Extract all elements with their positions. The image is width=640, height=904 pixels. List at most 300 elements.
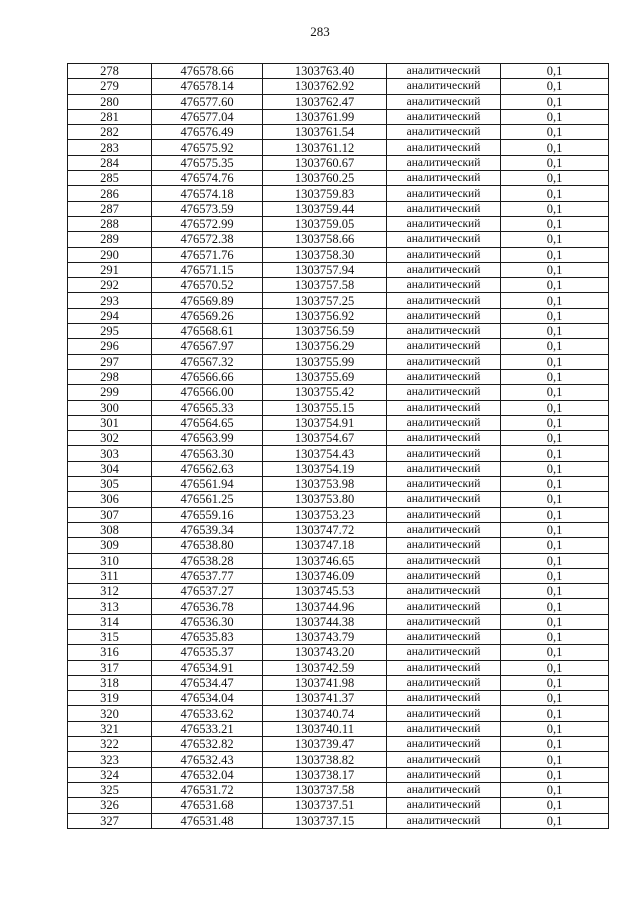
y-coordinate-cell: 1303740.11: [263, 721, 387, 736]
method-cell: аналитический: [387, 171, 501, 186]
accuracy-cell: 0,1: [501, 645, 609, 660]
method-cell: аналитический: [387, 691, 501, 706]
x-coordinate-cell: 476572.99: [152, 216, 263, 231]
accuracy-cell: 0,1: [501, 171, 609, 186]
x-coordinate-cell: 476534.91: [152, 660, 263, 675]
method-cell: аналитический: [387, 201, 501, 216]
accuracy-cell: 0,1: [501, 140, 609, 155]
accuracy-cell: 0,1: [501, 767, 609, 782]
accuracy-cell: 0,1: [501, 660, 609, 675]
table-row: [68, 507, 609, 522]
y-coordinate-cell: 1303737.51: [263, 798, 387, 813]
point-number-cell: 302: [68, 431, 152, 446]
point-number-cell: 300: [68, 400, 152, 415]
x-coordinate-cell: 476533.21: [152, 721, 263, 736]
method-cell: аналитический: [387, 553, 501, 568]
x-coordinate-cell: 476567.97: [152, 339, 263, 354]
point-number-cell: 279: [68, 79, 152, 94]
x-coordinate-cell: 476568.61: [152, 324, 263, 339]
y-coordinate-cell: 1303759.83: [263, 186, 387, 201]
table-row: [68, 721, 609, 736]
table-row: [68, 645, 609, 660]
table-row: [68, 262, 609, 277]
method-cell: аналитический: [387, 339, 501, 354]
x-coordinate-cell: 476571.76: [152, 247, 263, 262]
y-coordinate-cell: 1303743.79: [263, 629, 387, 644]
accuracy-cell: 0,1: [501, 109, 609, 124]
table-row: [68, 385, 609, 400]
method-cell: аналитический: [387, 400, 501, 415]
x-coordinate-cell: 476565.33: [152, 400, 263, 415]
y-coordinate-cell: 1303755.69: [263, 369, 387, 384]
y-coordinate-cell: 1303744.96: [263, 599, 387, 614]
x-coordinate-cell: 476577.04: [152, 109, 263, 124]
x-coordinate-cell: 476569.26: [152, 308, 263, 323]
table-row: [68, 171, 609, 186]
x-coordinate-cell: 476536.78: [152, 599, 263, 614]
x-coordinate-cell: 476538.80: [152, 538, 263, 553]
method-cell: аналитический: [387, 415, 501, 430]
y-coordinate-cell: 1303747.18: [263, 538, 387, 553]
point-number-cell: 325: [68, 782, 152, 797]
x-coordinate-cell: 476564.65: [152, 415, 263, 430]
method-cell: аналитический: [387, 675, 501, 690]
point-number-cell: 285: [68, 171, 152, 186]
y-coordinate-cell: 1303744.38: [263, 614, 387, 629]
method-cell: аналитический: [387, 278, 501, 293]
point-number-cell: 289: [68, 232, 152, 247]
accuracy-cell: 0,1: [501, 415, 609, 430]
y-coordinate-cell: 1303753.80: [263, 492, 387, 507]
point-number-cell: 324: [68, 767, 152, 782]
x-coordinate-cell: 476572.38: [152, 232, 263, 247]
x-coordinate-cell: 476532.82: [152, 737, 263, 752]
table-row: [68, 568, 609, 583]
method-cell: аналитический: [387, 369, 501, 384]
y-coordinate-cell: 1303758.30: [263, 247, 387, 262]
point-number-cell: 278: [68, 64, 152, 79]
table-row: [68, 369, 609, 384]
method-cell: аналитический: [387, 308, 501, 323]
y-coordinate-cell: 1303762.47: [263, 94, 387, 109]
table-row: [68, 477, 609, 492]
accuracy-cell: 0,1: [501, 369, 609, 384]
y-coordinate-cell: 1303747.72: [263, 522, 387, 537]
y-coordinate-cell: 1303745.53: [263, 584, 387, 599]
table-row: [68, 599, 609, 614]
method-cell: аналитический: [387, 216, 501, 231]
accuracy-cell: 0,1: [501, 216, 609, 231]
table-row: [68, 782, 609, 797]
accuracy-cell: 0,1: [501, 308, 609, 323]
y-coordinate-cell: 1303754.67: [263, 431, 387, 446]
table-row: [68, 201, 609, 216]
y-coordinate-cell: 1303753.98: [263, 477, 387, 492]
accuracy-cell: 0,1: [501, 568, 609, 583]
point-number-cell: 283: [68, 140, 152, 155]
table-row: [68, 660, 609, 675]
point-number-cell: 293: [68, 293, 152, 308]
table-row: [68, 614, 609, 629]
table-row: [68, 446, 609, 461]
point-number-cell: 313: [68, 599, 152, 614]
accuracy-cell: 0,1: [501, 186, 609, 201]
point-number-cell: 315: [68, 629, 152, 644]
point-number-cell: 298: [68, 369, 152, 384]
y-coordinate-cell: 1303746.65: [263, 553, 387, 568]
table-row: [68, 691, 609, 706]
y-coordinate-cell: 1303738.82: [263, 752, 387, 767]
y-coordinate-cell: 1303742.59: [263, 660, 387, 675]
y-coordinate-cell: 1303760.25: [263, 171, 387, 186]
table-row: [68, 216, 609, 231]
y-coordinate-cell: 1303737.58: [263, 782, 387, 797]
method-cell: аналитический: [387, 767, 501, 782]
y-coordinate-cell: 1303743.20: [263, 645, 387, 660]
method-cell: аналитический: [387, 599, 501, 614]
y-coordinate-cell: 1303746.09: [263, 568, 387, 583]
point-number-cell: 312: [68, 584, 152, 599]
table-row: [68, 324, 609, 339]
point-number-cell: 291: [68, 262, 152, 277]
point-number-cell: 292: [68, 278, 152, 293]
point-number-cell: 316: [68, 645, 152, 660]
y-coordinate-cell: 1303741.98: [263, 675, 387, 690]
method-cell: аналитический: [387, 798, 501, 813]
x-coordinate-cell: 476534.47: [152, 675, 263, 690]
table-row: [68, 339, 609, 354]
x-coordinate-cell: 476534.04: [152, 691, 263, 706]
accuracy-cell: 0,1: [501, 522, 609, 537]
point-number-cell: 320: [68, 706, 152, 721]
accuracy-cell: 0,1: [501, 201, 609, 216]
accuracy-cell: 0,1: [501, 262, 609, 277]
table-row: [68, 354, 609, 369]
method-cell: аналитический: [387, 262, 501, 277]
table-row: [68, 140, 609, 155]
method-cell: аналитический: [387, 721, 501, 736]
y-coordinate-cell: 1303757.58: [263, 278, 387, 293]
x-coordinate-cell: 476578.14: [152, 79, 263, 94]
point-number-cell: 319: [68, 691, 152, 706]
method-cell: аналитический: [387, 94, 501, 109]
x-coordinate-cell: 476578.66: [152, 64, 263, 79]
table-row: [68, 155, 609, 170]
accuracy-cell: 0,1: [501, 691, 609, 706]
accuracy-cell: 0,1: [501, 125, 609, 140]
accuracy-cell: 0,1: [501, 385, 609, 400]
x-coordinate-cell: 476577.60: [152, 94, 263, 109]
x-coordinate-cell: 476532.04: [152, 767, 263, 782]
x-coordinate-cell: 476531.72: [152, 782, 263, 797]
accuracy-cell: 0,1: [501, 431, 609, 446]
accuracy-cell: 0,1: [501, 492, 609, 507]
method-cell: аналитический: [387, 584, 501, 599]
accuracy-cell: 0,1: [501, 721, 609, 736]
method-cell: аналитический: [387, 140, 501, 155]
method-cell: аналитический: [387, 324, 501, 339]
point-number-cell: 284: [68, 155, 152, 170]
point-number-cell: 326: [68, 798, 152, 813]
coordinates-table-body: [68, 64, 609, 829]
accuracy-cell: 0,1: [501, 675, 609, 690]
table-row: [68, 584, 609, 599]
x-coordinate-cell: 476571.15: [152, 262, 263, 277]
method-cell: аналитический: [387, 614, 501, 629]
accuracy-cell: 0,1: [501, 461, 609, 476]
y-coordinate-cell: 1303762.92: [263, 79, 387, 94]
x-coordinate-cell: 476539.34: [152, 522, 263, 537]
table-row: [68, 629, 609, 644]
point-number-cell: 297: [68, 354, 152, 369]
x-coordinate-cell: 476532.43: [152, 752, 263, 767]
method-cell: аналитический: [387, 629, 501, 644]
point-number-cell: 327: [68, 813, 152, 828]
table-row: [68, 492, 609, 507]
point-number-cell: 310: [68, 553, 152, 568]
method-cell: аналитический: [387, 522, 501, 537]
x-coordinate-cell: 476538.28: [152, 553, 263, 568]
accuracy-cell: 0,1: [501, 614, 609, 629]
y-coordinate-cell: 1303737.15: [263, 813, 387, 828]
table-row: [68, 308, 609, 323]
x-coordinate-cell: 476567.32: [152, 354, 263, 369]
x-coordinate-cell: 476575.92: [152, 140, 263, 155]
y-coordinate-cell: 1303753.23: [263, 507, 387, 522]
method-cell: аналитический: [387, 125, 501, 140]
x-coordinate-cell: 476573.59: [152, 201, 263, 216]
accuracy-cell: 0,1: [501, 553, 609, 568]
method-cell: аналитический: [387, 446, 501, 461]
method-cell: аналитический: [387, 752, 501, 767]
table-row: [68, 415, 609, 430]
point-number-cell: 322: [68, 737, 152, 752]
accuracy-cell: 0,1: [501, 446, 609, 461]
method-cell: аналитический: [387, 109, 501, 124]
y-coordinate-cell: 1303761.12: [263, 140, 387, 155]
point-number-cell: 306: [68, 492, 152, 507]
method-cell: аналитический: [387, 660, 501, 675]
point-number-cell: 299: [68, 385, 152, 400]
point-number-cell: 304: [68, 461, 152, 476]
x-coordinate-cell: 476570.52: [152, 278, 263, 293]
x-coordinate-cell: 476537.27: [152, 584, 263, 599]
method-cell: аналитический: [387, 232, 501, 247]
point-number-cell: 314: [68, 614, 152, 629]
point-number-cell: 287: [68, 201, 152, 216]
y-coordinate-cell: 1303755.99: [263, 354, 387, 369]
method-cell: аналитический: [387, 782, 501, 797]
method-cell: аналитический: [387, 737, 501, 752]
accuracy-cell: 0,1: [501, 782, 609, 797]
x-coordinate-cell: 476533.62: [152, 706, 263, 721]
accuracy-cell: 0,1: [501, 94, 609, 109]
y-coordinate-cell: 1303741.37: [263, 691, 387, 706]
y-coordinate-cell: 1303759.44: [263, 201, 387, 216]
table-row: [68, 400, 609, 415]
point-number-cell: 301: [68, 415, 152, 430]
method-cell: аналитический: [387, 385, 501, 400]
method-cell: аналитический: [387, 64, 501, 79]
x-coordinate-cell: 476536.30: [152, 614, 263, 629]
accuracy-cell: 0,1: [501, 155, 609, 170]
y-coordinate-cell: 1303756.59: [263, 324, 387, 339]
table-row: [68, 247, 609, 262]
accuracy-cell: 0,1: [501, 507, 609, 522]
accuracy-cell: 0,1: [501, 293, 609, 308]
point-number-cell: 282: [68, 125, 152, 140]
x-coordinate-cell: 476531.68: [152, 798, 263, 813]
accuracy-cell: 0,1: [501, 599, 609, 614]
point-number-cell: 318: [68, 675, 152, 690]
table-row: [68, 538, 609, 553]
point-number-cell: 303: [68, 446, 152, 461]
method-cell: аналитический: [387, 247, 501, 262]
y-coordinate-cell: 1303757.25: [263, 293, 387, 308]
method-cell: аналитический: [387, 155, 501, 170]
accuracy-cell: 0,1: [501, 79, 609, 94]
y-coordinate-cell: 1303763.40: [263, 64, 387, 79]
point-number-cell: 290: [68, 247, 152, 262]
method-cell: аналитический: [387, 507, 501, 522]
method-cell: аналитический: [387, 492, 501, 507]
y-coordinate-cell: 1303756.92: [263, 308, 387, 323]
accuracy-cell: 0,1: [501, 339, 609, 354]
table-row: [68, 293, 609, 308]
table-row: [68, 675, 609, 690]
x-coordinate-cell: 476569.89: [152, 293, 263, 308]
y-coordinate-cell: 1303759.05: [263, 216, 387, 231]
accuracy-cell: 0,1: [501, 798, 609, 813]
y-coordinate-cell: 1303738.17: [263, 767, 387, 782]
accuracy-cell: 0,1: [501, 813, 609, 828]
table-row: [68, 737, 609, 752]
x-coordinate-cell: 476535.83: [152, 629, 263, 644]
accuracy-cell: 0,1: [501, 737, 609, 752]
x-coordinate-cell: 476563.99: [152, 431, 263, 446]
accuracy-cell: 0,1: [501, 64, 609, 79]
accuracy-cell: 0,1: [501, 629, 609, 644]
x-coordinate-cell: 476562.63: [152, 461, 263, 476]
coordinates-table: [67, 63, 609, 829]
point-number-cell: 323: [68, 752, 152, 767]
point-number-cell: 294: [68, 308, 152, 323]
x-coordinate-cell: 476561.94: [152, 477, 263, 492]
point-number-cell: 286: [68, 186, 152, 201]
method-cell: аналитический: [387, 461, 501, 476]
y-coordinate-cell: 1303754.43: [263, 446, 387, 461]
accuracy-cell: 0,1: [501, 477, 609, 492]
method-cell: аналитический: [387, 538, 501, 553]
accuracy-cell: 0,1: [501, 354, 609, 369]
table-row: [68, 278, 609, 293]
y-coordinate-cell: 1303755.15: [263, 400, 387, 415]
method-cell: аналитический: [387, 568, 501, 583]
y-coordinate-cell: 1303760.67: [263, 155, 387, 170]
method-cell: аналитический: [387, 186, 501, 201]
table-row: [68, 186, 609, 201]
point-number-cell: 296: [68, 339, 152, 354]
y-coordinate-cell: 1303739.47: [263, 737, 387, 752]
point-number-cell: 309: [68, 538, 152, 553]
method-cell: аналитический: [387, 79, 501, 94]
y-coordinate-cell: 1303761.99: [263, 109, 387, 124]
table-row: [68, 767, 609, 782]
x-coordinate-cell: 476576.49: [152, 125, 263, 140]
table-row: [68, 79, 609, 94]
y-coordinate-cell: 1303761.54: [263, 125, 387, 140]
x-coordinate-cell: 476563.30: [152, 446, 263, 461]
accuracy-cell: 0,1: [501, 232, 609, 247]
x-coordinate-cell: 476574.76: [152, 171, 263, 186]
table-row: [68, 109, 609, 124]
table-row: [68, 64, 609, 79]
table-row: [68, 232, 609, 247]
y-coordinate-cell: 1303758.66: [263, 232, 387, 247]
x-coordinate-cell: 476575.35: [152, 155, 263, 170]
y-coordinate-cell: 1303754.91: [263, 415, 387, 430]
method-cell: аналитический: [387, 813, 501, 828]
method-cell: аналитический: [387, 293, 501, 308]
table-row: [68, 431, 609, 446]
accuracy-cell: 0,1: [501, 247, 609, 262]
table-row: [68, 94, 609, 109]
table-row: [68, 522, 609, 537]
method-cell: аналитический: [387, 477, 501, 492]
y-coordinate-cell: 1303754.19: [263, 461, 387, 476]
table-row: [68, 798, 609, 813]
y-coordinate-cell: 1303756.29: [263, 339, 387, 354]
method-cell: аналитический: [387, 706, 501, 721]
x-coordinate-cell: 476566.00: [152, 385, 263, 400]
method-cell: аналитический: [387, 431, 501, 446]
accuracy-cell: 0,1: [501, 324, 609, 339]
point-number-cell: 321: [68, 721, 152, 736]
table-row: [68, 553, 609, 568]
x-coordinate-cell: 476559.16: [152, 507, 263, 522]
x-coordinate-cell: 476537.77: [152, 568, 263, 583]
accuracy-cell: 0,1: [501, 278, 609, 293]
method-cell: аналитический: [387, 645, 501, 660]
x-coordinate-cell: 476561.25: [152, 492, 263, 507]
accuracy-cell: 0,1: [501, 538, 609, 553]
point-number-cell: 305: [68, 477, 152, 492]
page-number: 283: [310, 24, 330, 39]
table-row: [68, 461, 609, 476]
point-number-cell: 317: [68, 660, 152, 675]
accuracy-cell: 0,1: [501, 706, 609, 721]
point-number-cell: 281: [68, 109, 152, 124]
point-number-cell: 307: [68, 507, 152, 522]
table-row: [68, 706, 609, 721]
method-cell: аналитический: [387, 354, 501, 369]
table-row: [68, 813, 609, 828]
point-number-cell: 308: [68, 522, 152, 537]
x-coordinate-cell: 476531.48: [152, 813, 263, 828]
x-coordinate-cell: 476535.37: [152, 645, 263, 660]
accuracy-cell: 0,1: [501, 752, 609, 767]
point-number-cell: 295: [68, 324, 152, 339]
x-coordinate-cell: 476566.66: [152, 369, 263, 384]
point-number-cell: 311: [68, 568, 152, 583]
accuracy-cell: 0,1: [501, 400, 609, 415]
x-coordinate-cell: 476574.18: [152, 186, 263, 201]
y-coordinate-cell: 1303757.94: [263, 262, 387, 277]
point-number-cell: 288: [68, 216, 152, 231]
table-row: [68, 125, 609, 140]
table-row: [68, 752, 609, 767]
point-number-cell: 280: [68, 94, 152, 109]
